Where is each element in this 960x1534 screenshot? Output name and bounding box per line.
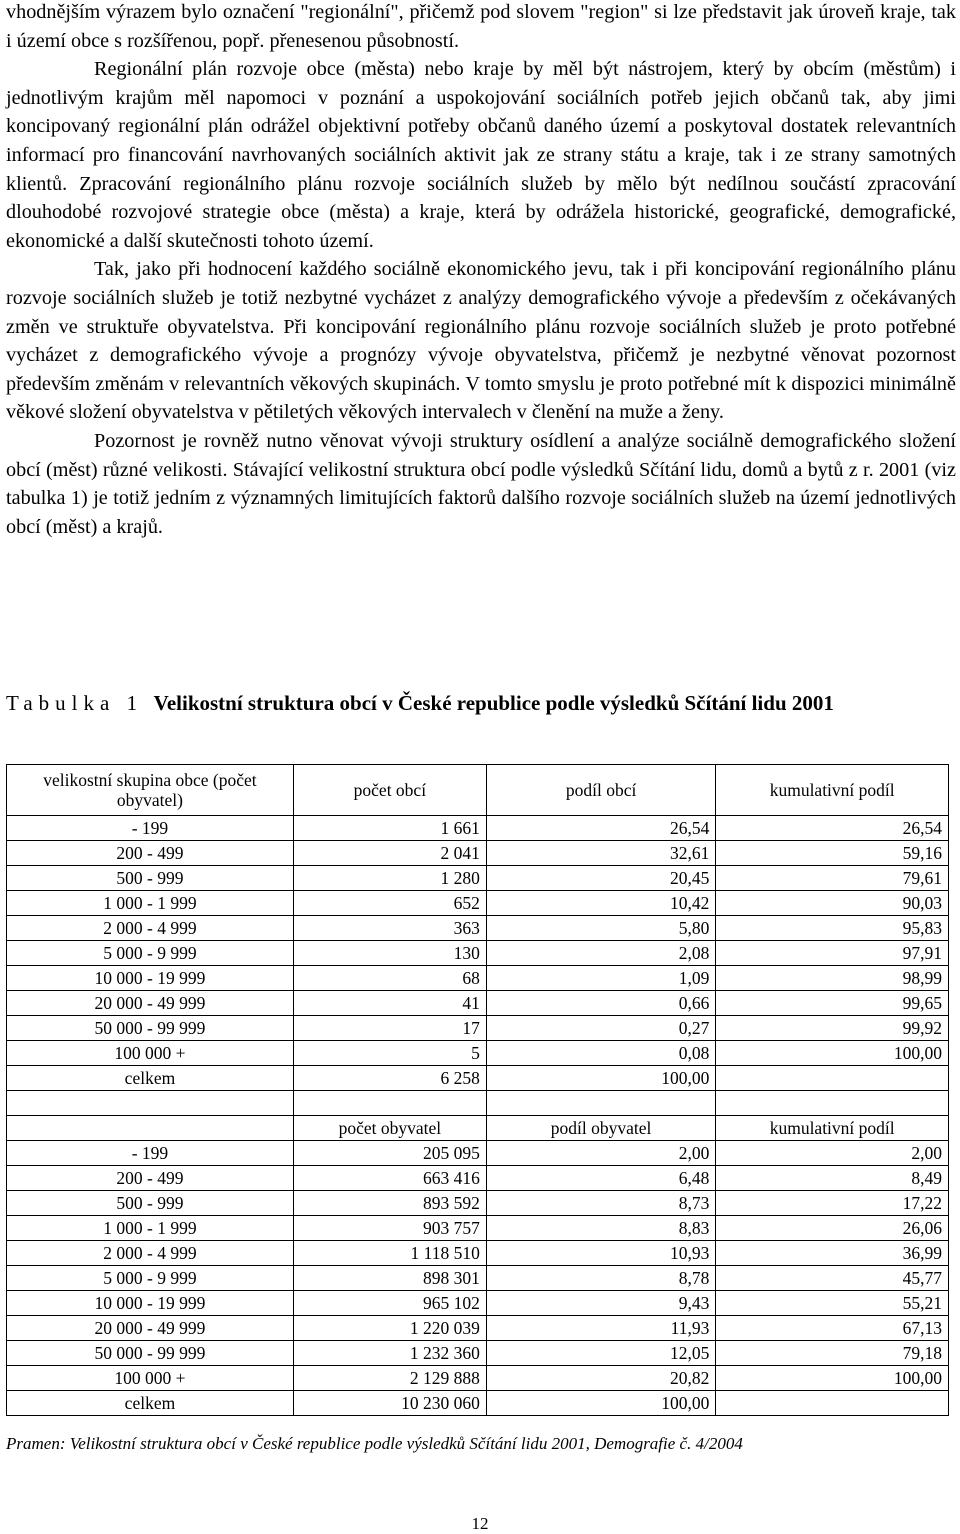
table-cell: 2,08: [486, 941, 716, 966]
table-cell: [716, 1066, 949, 1091]
table-header-row-2: [7, 1116, 949, 1141]
table-cell: [486, 1091, 716, 1116]
table-cell: 10 000 - 19 999: [7, 1291, 294, 1316]
table-cell: [293, 1091, 486, 1116]
table-cell: 32,61: [486, 841, 716, 866]
table-cell: 1,09: [486, 966, 716, 991]
table-cell: 11,93: [486, 1316, 716, 1341]
table-row: [7, 966, 949, 991]
table-caption-title: Velikostní struktura obcí v České republice podle výsledků Sčítání lidu 2001: [153, 691, 834, 715]
header-size-group: velikostní skupina obce (počet obyvatel): [7, 765, 294, 816]
table-cell: 500 - 999: [7, 1191, 294, 1216]
table-cell: 8,83: [486, 1216, 716, 1241]
table-row: [7, 1216, 949, 1241]
table-cell: 97,91: [716, 941, 949, 966]
table-cell: 2 000 - 4 999: [7, 916, 294, 941]
table-cell: 0,27: [486, 1016, 716, 1041]
table-cell: 10,93: [486, 1241, 716, 1266]
table-cell: 130: [293, 941, 486, 966]
table-cell: 36,99: [716, 1241, 949, 1266]
table-row: [7, 1191, 949, 1216]
table-cell: 2,00: [486, 1141, 716, 1166]
table-cell: 200 - 499: [7, 1166, 294, 1191]
table-cell: 8,73: [486, 1191, 716, 1216]
table-cell: 5 000 - 9 999: [7, 1266, 294, 1291]
table-cell: 90,03: [716, 891, 949, 916]
table-cell: 26,54: [486, 816, 716, 841]
paragraph-regional-plan: Regionální plán rozvoje obce (města) nebo kraje by měl být nástrojem, který by obcím (městům) i jednotlivým krajům měl napomoci v poznání a uspokojování sociálních potřeb jejich občanů tak, aby jimi koncipovaný regionální plán odrážel objektivní potřeby občanů daného území a poskytoval dostatek relevantních informací pro financování navrhovaných sociálních aktivit jak ze strany státu a kraje, tak i ze strany samotných klientů. Zpracování regionálního plánu rozvoje sociálních služeb by mělo být nedílnou součástí zpracování dlouhodobé rozvojové strategie obce (města) a kraje, která by odrážela historické, geografické, demografické, ekonomické a další skutečnosti tohoto území.: [6, 58, 956, 252]
table-cell: 45,77: [716, 1266, 949, 1291]
table-cell: [716, 1391, 949, 1416]
table-cell: 1 280: [293, 866, 486, 891]
header-municipality-count: počet obcí: [293, 765, 486, 816]
table-cell: [7, 1116, 294, 1141]
table-cell: celkem: [7, 1391, 294, 1416]
table-cell: 98,99: [716, 966, 949, 991]
table-cell: 8,49: [716, 1166, 949, 1191]
table-row: [7, 816, 949, 841]
table-cell: - 199: [7, 816, 294, 841]
table-row: [7, 1266, 949, 1291]
table-cell: 12,05: [486, 1341, 716, 1366]
table-cell: 95,83: [716, 916, 949, 941]
header-municipality-share: podíl obcí: [486, 765, 716, 816]
table-cell: 50 000 - 99 999: [7, 1016, 294, 1041]
table-row: [7, 1291, 949, 1316]
table-cell: 652: [293, 891, 486, 916]
table-cell: 363: [293, 916, 486, 941]
table-cell: 20,82: [486, 1366, 716, 1391]
table-cell: 8,78: [486, 1266, 716, 1291]
table-cell: 100,00: [716, 1041, 949, 1066]
header-cumulative-share: kumulativní podíl: [716, 765, 949, 816]
table-cell: 67,13: [716, 1316, 949, 1341]
table-cell: [716, 1091, 949, 1116]
table-cell: 1 000 - 1 999: [7, 1216, 294, 1241]
table-cell: 26,06: [716, 1216, 949, 1241]
table-cell: 0,66: [486, 991, 716, 1016]
table-spacer-row: [7, 1091, 949, 1116]
table-cell: 10 000 - 19 999: [7, 966, 294, 991]
table-row: [7, 1016, 949, 1041]
header2-share: podíl obyvatel: [486, 1116, 716, 1141]
table-header-row: [7, 765, 949, 816]
table-cell: 903 757: [293, 1216, 486, 1241]
table-caption-label: Tabulka 1: [6, 691, 144, 715]
table-cell: 663 416: [293, 1166, 486, 1191]
table-caption: [6, 689, 956, 717]
table-cell: 99,92: [716, 1016, 949, 1041]
municipality-size-table: [6, 764, 949, 1416]
table-cell: 20 000 - 49 999: [7, 991, 294, 1016]
table-cell: 10,42: [486, 891, 716, 916]
table-row: [7, 1066, 949, 1091]
table-row: [7, 1041, 949, 1066]
page-number: 12: [471, 1514, 489, 1533]
table-row: [7, 1241, 949, 1266]
table-cell: 898 301: [293, 1266, 486, 1291]
table-cell: 500 - 999: [7, 866, 294, 891]
table-row: [7, 1166, 949, 1191]
table-cell: 17,22: [716, 1191, 949, 1216]
table-cell: celkem: [7, 1066, 294, 1091]
table-row: [7, 941, 949, 966]
table-cell: 9,43: [486, 1291, 716, 1316]
table-cell: 1 232 360: [293, 1341, 486, 1366]
header2-cumulative: kumulativní podíl: [716, 1116, 949, 1141]
table-cell: 6,48: [486, 1166, 716, 1191]
document-body: [6, 0, 956, 541]
table-cell: 1 118 510: [293, 1241, 486, 1266]
paragraph-demographic-analysis: Tak, jako při hodnocení každého sociálně ekonomického jevu, tak i při koncipování regionálního plánu rozvoje sociálních služeb je totiž nezbytné vycházet z analýzy demografického vývoje a především z očekávaných změn ve struktuře obyvatelstva. Při koncipování regionálního plánu rozvoje sociálních služeb je proto potřebné vycházet z demografického vývoje a prognózy vývoje obyvatelstva, přičemž je nezbytné věnovat pozornost především změnám v relevantních věkových skupinách. V tomto smyslu je proto potřebné mít k dispozici minimálně věkové složení obyvatelstva v pětiletých věkových intervalech v členění na muže a ženy.: [6, 258, 956, 424]
table-cell: 5,80: [486, 916, 716, 941]
table-row: [7, 1391, 949, 1416]
table-cell: 2 000 - 4 999: [7, 1241, 294, 1266]
paragraph-settlement-structure: Pozornost je rovněž nutno věnovat vývoji struktury osídlení a analýze sociálně demografického složení obcí (měst) různé velikosti. Stávající velikostní struktura obcí podle výsledků Sčítání lidu, domů a bytů z r. 2001 (viz tabulka 1) je totiž jedním z významných limitujících faktorů dalšího rozvoje sociálních služeb na území jednotlivých obcí (měst) a krajů.: [6, 429, 956, 538]
table-cell: 1 661: [293, 816, 486, 841]
table-cell: 20,45: [486, 866, 716, 891]
table-cell: 5: [293, 1041, 486, 1066]
table-body: [7, 765, 949, 1416]
table-row: [7, 916, 949, 941]
table-cell: 0,08: [486, 1041, 716, 1066]
table-cell: 10 230 060: [293, 1391, 486, 1416]
table-row: [7, 891, 949, 916]
table-cell: 100,00: [486, 1066, 716, 1091]
table-cell: 41: [293, 991, 486, 1016]
table-cell: 2,00: [716, 1141, 949, 1166]
header2-count: počet obyvatel: [293, 1116, 486, 1141]
table-cell: 2 129 888: [293, 1366, 486, 1391]
table-cell: 20 000 - 49 999: [7, 1316, 294, 1341]
table-cell: 99,65: [716, 991, 949, 1016]
table-cell: 50 000 - 99 999: [7, 1341, 294, 1366]
table-cell: - 199: [7, 1141, 294, 1166]
table-cell: 17: [293, 1016, 486, 1041]
table-cell: 6 258: [293, 1066, 486, 1091]
table-cell: 100,00: [716, 1366, 949, 1391]
table-cell: 2 041: [293, 841, 486, 866]
table-cell: 5 000 - 9 999: [7, 941, 294, 966]
table-row: [7, 1141, 949, 1166]
table-row: [7, 1341, 949, 1366]
table-cell: 200 - 499: [7, 841, 294, 866]
table-cell: [7, 1091, 294, 1116]
table-cell: 1 220 039: [293, 1316, 486, 1341]
table-cell: 965 102: [293, 1291, 486, 1316]
table-cell: 55,21: [716, 1291, 949, 1316]
table-row: [7, 991, 949, 1016]
table-row: [7, 866, 949, 891]
table-cell: 26,54: [716, 816, 949, 841]
table-cell: 1 000 - 1 999: [7, 891, 294, 916]
table-cell: 79,61: [716, 866, 949, 891]
table-row: [7, 1316, 949, 1341]
table-cell: 893 592: [293, 1191, 486, 1216]
table-cell: 68: [293, 966, 486, 991]
source-note: Pramen: Velikostní struktura obcí v České republice podle výsledků Sčítání lidu 2001, Demografie č. 4/2004: [6, 1434, 743, 1453]
table-row: [7, 841, 949, 866]
table-cell: 100 000 +: [7, 1041, 294, 1066]
paragraph-intro: vhodnějším výrazem bylo označení "regionální", přičemž pod slovem "region" si lze představit jak úroveň kraje, tak i území obce s rozšířenou, popř. přenesenou působností.: [6, 1, 956, 52]
table-row: [7, 1366, 949, 1391]
table-cell: 79,18: [716, 1341, 949, 1366]
table-cell: 205 095: [293, 1141, 486, 1166]
table-cell: 100 000 +: [7, 1366, 294, 1391]
table-cell: 59,16: [716, 841, 949, 866]
table-cell: 100,00: [486, 1391, 716, 1416]
